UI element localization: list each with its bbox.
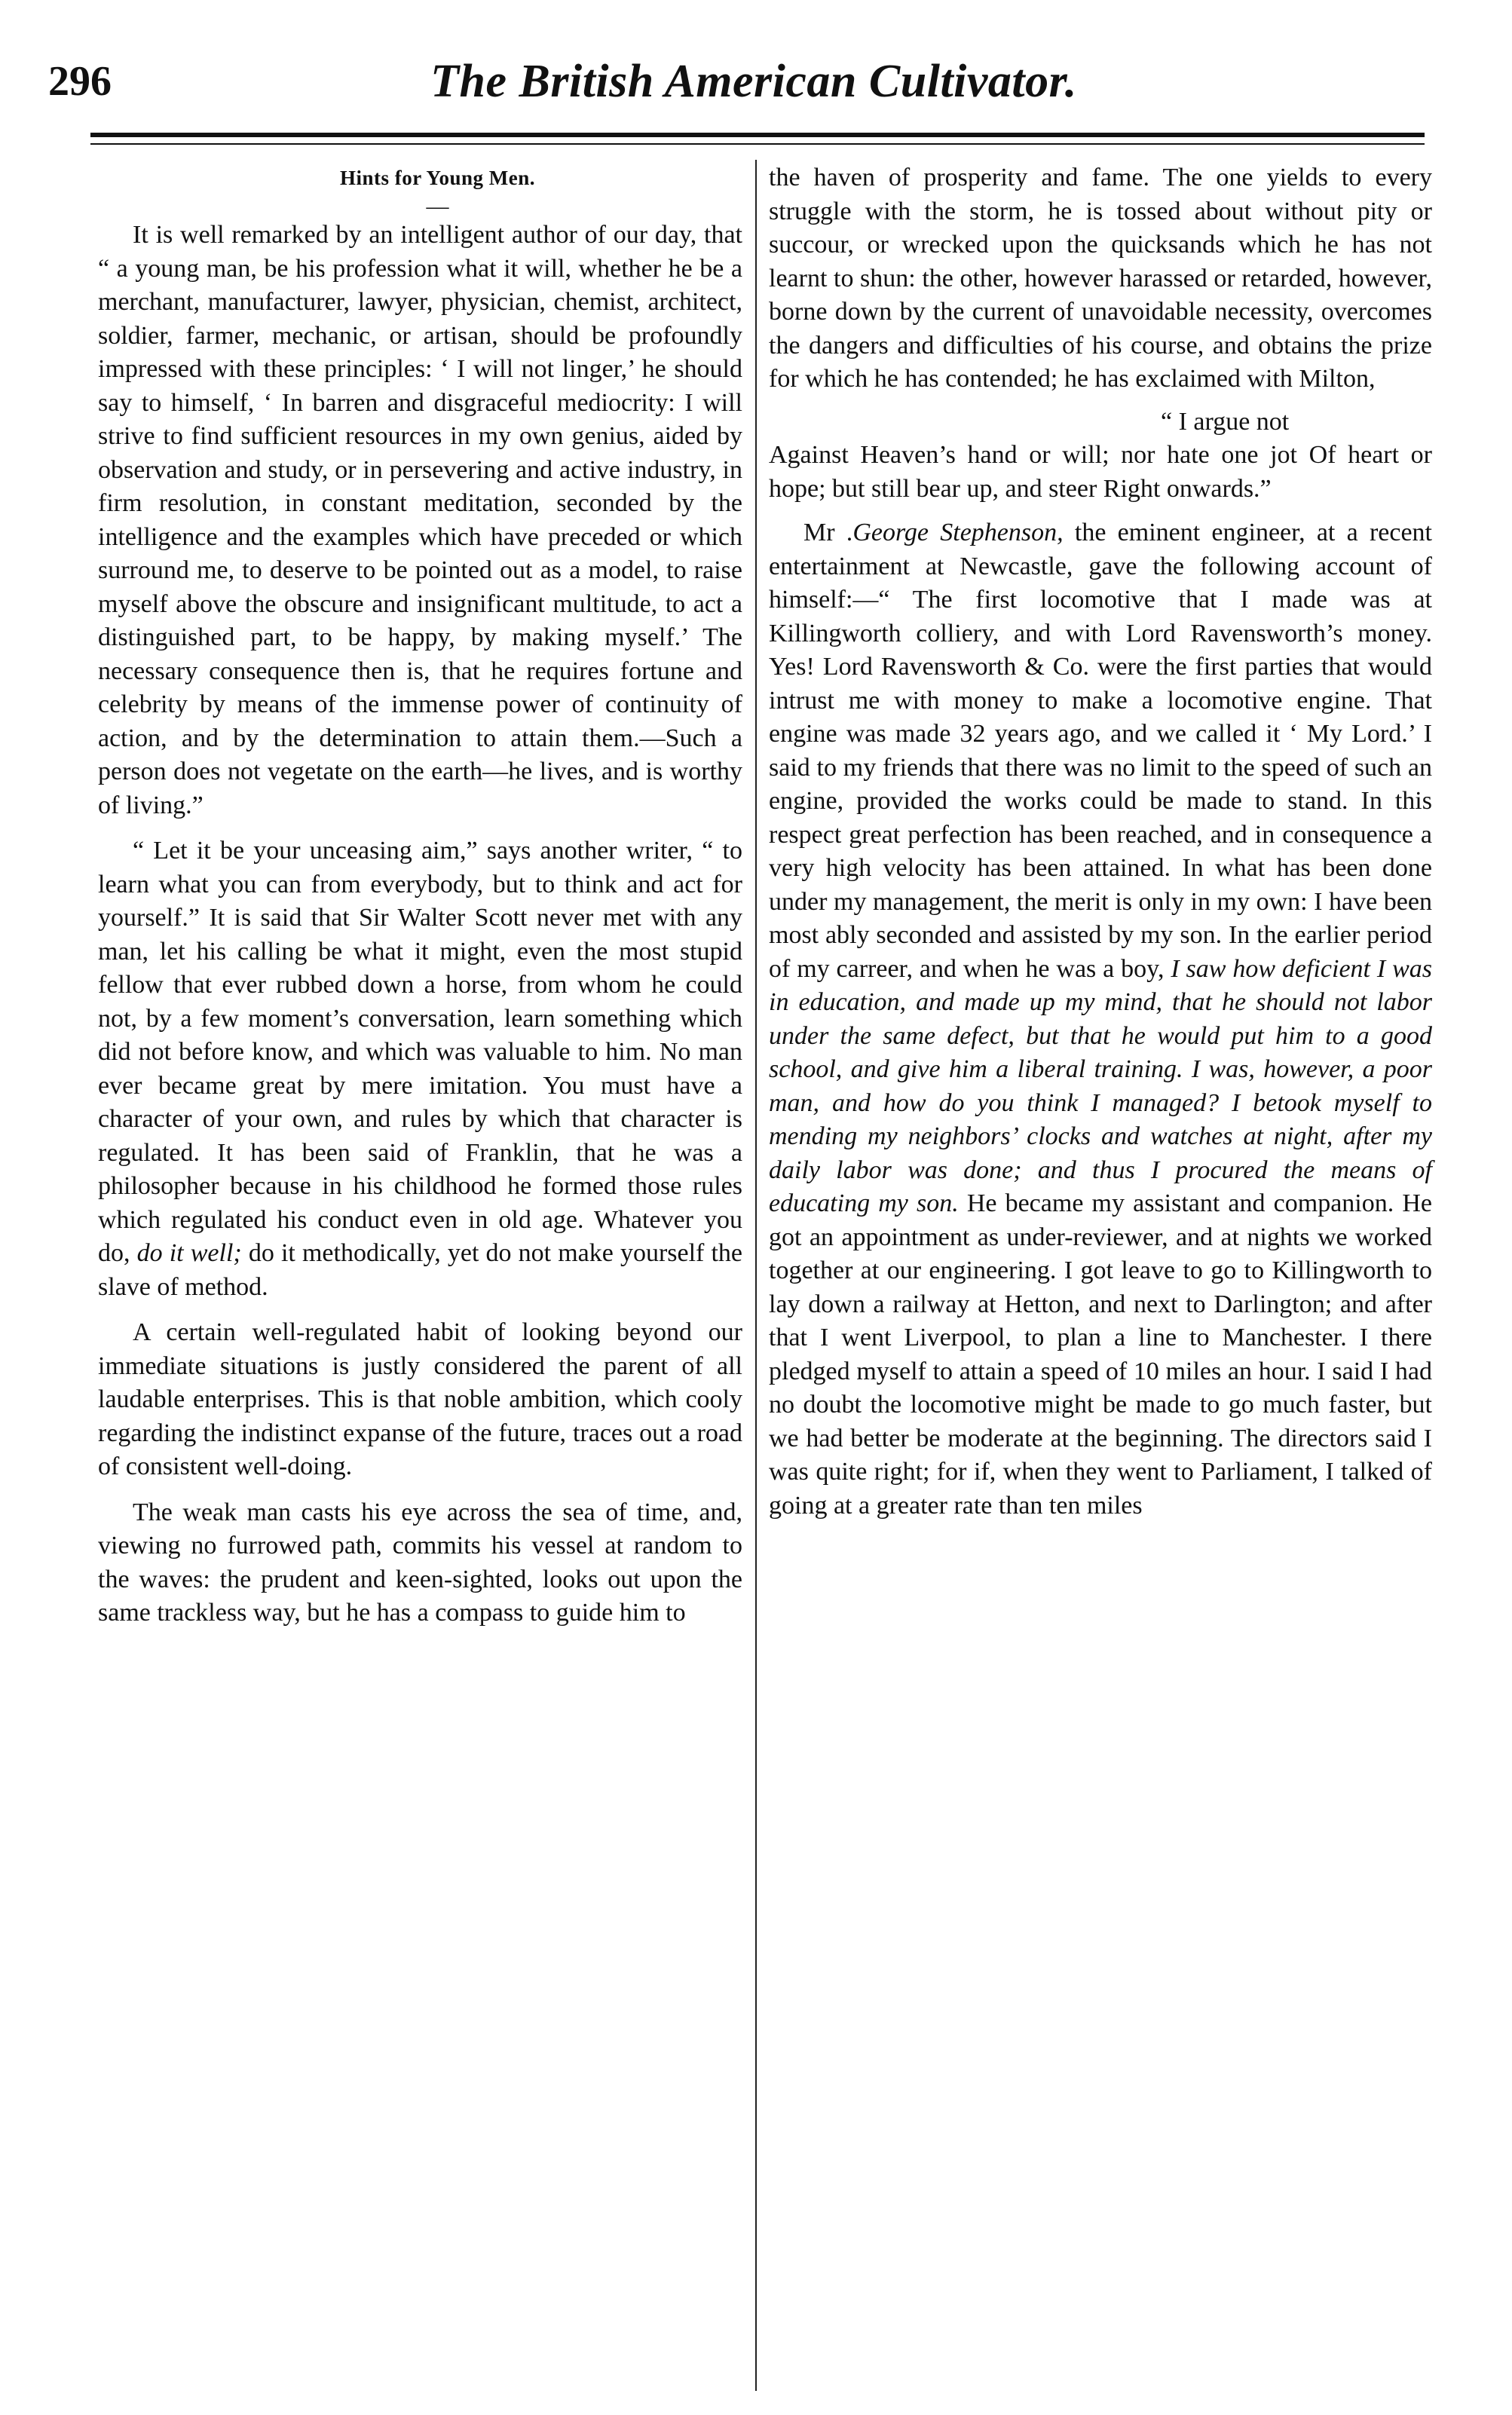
quote-line: “ I argue not <box>1161 407 1290 436</box>
paragraph-text: Mr . <box>803 519 853 546</box>
paragraph-text: do it methodically, yet do not make yourself the slave of method. <box>98 1239 743 1301</box>
left-column <box>98 161 742 1630</box>
header-rule-thick <box>90 133 1425 137</box>
column-divider <box>755 160 757 2391</box>
page-header <box>45 51 1462 119</box>
paragraph: A certain well-regulated habit of looking beyond our immediate situations is justly considered the parent of all laudable enterprises. This is that noble ambition, which cooly regarding the indistinct expanse of the future, traces out a road of consistent well-doing. <box>98 1318 742 1480</box>
page-number: 296 <box>48 58 112 105</box>
journal-title: The British American Cultivator. <box>430 56 1077 107</box>
paragraph-text: “ Let it be your unceasing aim,” says another writer, “ to learn what you can from everybody, but to think and act for yourself.” It is said that Sir Walter Scott never met with any man, let his calling be what it might, even the most stupid fellow that ever rubbed down a horse, from whom he could not, by a few moment’s conversation, learn something which did not before know, and which was valuable to him. No man ever became great by mere imitation. You must have a character of your own, and rules by which that character is regulated. It has been said of Franklin, that he was a philosopher because in his childhood he formed those rules which regulated his conduct even in old age. Whatever you do, <box>98 837 742 1267</box>
article-heading: Hints for Young Men. <box>339 167 536 189</box>
milton-quote <box>769 406 1432 507</box>
paragraph: It is well remarked by an intelligent author of our day, that “ a young man, be his profession what it will, whether he be a merchant, manufacturer, lawyer, physician, chemist, architect, soldier, farmer, mechanic, or artisan, should be profoundly impressed with these principles: ‘ I will not linger,’ he should say to himself, ‘ In barren and disgraceful mediocrity: I will strive to find sufficient resources in my own genius, aided by observation and study, or in persevering and active industry, in firm resolution, in constant meditation, seconded by the intelligence and the examples which have preceded or which surround me, to deserve to be pointed out as a model, to raise myself above the obscure and insignificant multitude, to act a distinguished part, to be happy, by making myself.’ The necessary consequence then is, that he requires fortune and celebrity by means of the immense power of continuity of action, and by the determination to attain them.—Such a person does not vegetate on the earth—he lives, and is worthy of living.” <box>98 221 742 819</box>
quote-line: Against Heaven’s hand or will; nor hate one jot Of heart or hope; but still bear up, and steer Right onwards.” <box>769 441 1432 503</box>
paragraph-text: He became my assistant and companion. He got an appointment as under-reviewer, and at nights we worked together at our engineering. I got leave to go to Killingworth to lay down a railway at Hetton, and next to Darlington; and after that I went Liverpool, to plan a line to Manchester. I there pledged myself to attain a speed of 10 miles an hour. I said I had no doubt the locomotive might be made to go much faster, but we had better be moderate at the beginning. The directors said I was quite right; for if, when they went to Parliament, I talked of going at a greater rate than ten miles <box>769 1189 1432 1520</box>
italic-name: George Stephenson, <box>852 519 1064 546</box>
right-column <box>769 161 1432 1523</box>
paragraph: The weak man casts his eye across the sea of time, and, viewing no furrowed path, commits his vessel at random to the waves: the prudent and keen-sighted, looks out upon the same trackless way, but he has a compass to guide him to <box>98 1498 742 1627</box>
heading-dash: — <box>426 194 449 219</box>
header-rule-thin <box>90 143 1425 145</box>
paragraph-text: the eminent engineer, at a recent entertainment at Newcastle, gave the following account of himself:—“ The first locomotive that I made was at Killingworth colliery, and with Lord Ravensworth’s money. Yes! Lord Ravensworth & Co. were the first parties that would intrust me with money to make a locomotive engine. That engine was made 32 years ago, and we called it ‘ My Lord.’ I said to my friends that there was no limit to the speed of such an engine, provided the works could be made to stand. In this respect great perfection has been reached, and in consequence a very high velocity has been attained. In what has been done under my management, the merit is only in my own: I have been most ably seconded and assisted by my son. In the earlier period of my carreer, and when he was a boy, <box>769 519 1433 983</box>
paragraph: the haven of prosperity and fame. The one yields to every struggle with the storm, he is tossed about without pity or succour, or wrecked upon the quicksands which he has not learnt to shun: the other, however harassed or retarded, however, borne down by the current of unavoidable necessity, overcomes the dangers and difficulties of his course, and obtains the prize for which he has contended; he has exclaimed with Milton, <box>769 164 1432 393</box>
italic-passage: I saw how deficient I was in education, and made up my mind, that he should not labor under the same defect, but that he would put him to a good school, and give him a liberal training. I was, however, a poor man, and how do you think I managed? I betook myself to mending my neighbors’ clocks and watches at night, after my daily labor was done; and thus I procured the means of educating my son. <box>769 954 1432 1217</box>
italic-phrase: do it well; <box>136 1239 242 1267</box>
paragraph <box>98 834 742 1304</box>
paragraph <box>769 516 1432 1523</box>
